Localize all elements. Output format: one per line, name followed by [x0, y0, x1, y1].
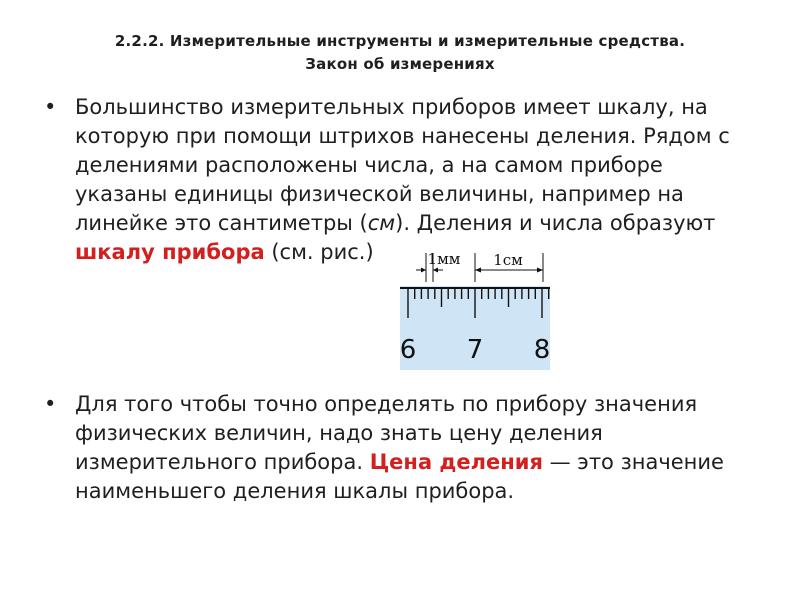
- ruler-number-8: 8: [533, 335, 550, 365]
- bullet-text: [75, 390, 744, 506]
- highlight-term-division: Цена деления: [369, 450, 543, 474]
- unit-text: см: [367, 211, 396, 235]
- bullet-text-part: — это значение наименьшего деления шкалы прибора.: [75, 450, 724, 503]
- bullet-text-part: ). Деления и числа образуют: [395, 211, 716, 235]
- bullet-scale-description: [44, 93, 744, 267]
- bullet-text-part: (см. рис.): [264, 240, 374, 264]
- bullet-text: [75, 93, 744, 267]
- slide-title-line-2: Закон об измерениях: [305, 55, 495, 73]
- bullet-dot-icon: •: [44, 392, 57, 416]
- bullet-text-part: Большинство измерительных приборов имеет шкалу, на которую при помощи штрихов нанесены деления. Рядом с делениями расположены числа, а на самом приборе указаны единицы физической величины, например на линейке это сантиметры (: [75, 95, 730, 235]
- slide-title: [40, 30, 760, 76]
- label-1cm: 1см: [493, 251, 523, 269]
- ruler-illustration: [400, 248, 550, 370]
- bullet-text-part: Для того чтобы точно определять по прибору значения физических величин, надо знать цену деления измерительного прибора.: [75, 392, 698, 474]
- bullet-dot-icon: •: [44, 95, 57, 119]
- bullet-division-value: [44, 390, 744, 506]
- ruler-number-7: 7: [466, 335, 484, 365]
- slide-title-line-1: 2.2.2. Измерительные инструменты и измерительные средства.: [114, 32, 686, 50]
- ruler-figure: [400, 248, 550, 370]
- label-1mm: 1мм: [427, 250, 461, 268]
- ruler-number-6: 6: [400, 335, 417, 365]
- highlight-term-scale: шкалу прибора: [75, 240, 265, 264]
